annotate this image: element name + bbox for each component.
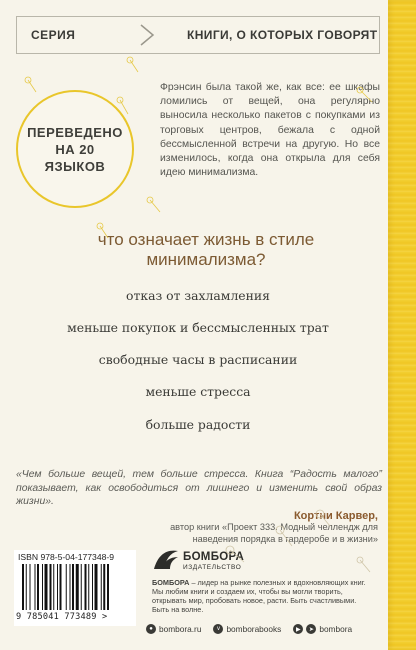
quote-author: Кортни Карвер, bbox=[293, 510, 378, 522]
publisher-logo-text: БОМБОРА bbox=[183, 551, 245, 563]
barcode-bar bbox=[66, 564, 67, 610]
publisher-logo-subtitle: ИЗДАТЕЛЬСТВО bbox=[183, 564, 242, 571]
barcode-bar bbox=[30, 564, 31, 610]
barcode-number: 9 785041 773489 > bbox=[16, 612, 108, 622]
barcode-bar bbox=[103, 564, 105, 610]
telegram-icon: ➤ bbox=[306, 624, 316, 634]
vk-icon: v bbox=[213, 624, 223, 634]
social-site-label: bombora.ru bbox=[159, 624, 202, 634]
isbn-label: ISBN 978-5-04-177348-9 bbox=[18, 552, 115, 562]
social-telegram[interactable] bbox=[293, 624, 352, 634]
point-item: больше радости bbox=[145, 417, 251, 432]
barcode-bar bbox=[35, 564, 36, 610]
barcode-bar bbox=[60, 564, 62, 610]
barcode-bar bbox=[95, 564, 98, 610]
publisher-brand: БОМБОРА bbox=[152, 578, 190, 587]
barcode-bar bbox=[45, 564, 48, 610]
barcode-bar bbox=[85, 564, 87, 610]
barcode-bar bbox=[70, 564, 71, 610]
social-telegram-label: bombora bbox=[319, 624, 353, 634]
barcode-bar bbox=[88, 564, 89, 610]
review-quote: «Чем больше вещей, тем больше стресса. Книга “Радость малого” показывает, как освободиться от лишнего и изменить свой образ жизни». bbox=[16, 469, 382, 507]
social-site[interactable] bbox=[146, 624, 201, 634]
chevron-right-icon bbox=[137, 24, 157, 46]
isbn-barcode-block bbox=[14, 550, 136, 626]
badge-line: ЯЗЫКОВ bbox=[44, 158, 106, 174]
author-description: автор книги «Проект 333. Модный челлендж для наведения порядка в гардеробе и в жизни» bbox=[170, 522, 378, 544]
barcode-bar bbox=[42, 564, 43, 610]
barcode-bar bbox=[72, 564, 74, 610]
barcode-bar bbox=[22, 564, 24, 610]
barcode-bar bbox=[53, 564, 54, 610]
intro-paragraph: Фрэнсин была такой же, как все: ее шкафы ломились от вещей, она регулярно выносила несколько пакетов с покупками из торговых центров, бежала с одной бессмысленной встречи на другую. Но все изменилось, когда она открыла для себя идею минимализма. bbox=[160, 82, 380, 179]
barcode-bar bbox=[50, 564, 52, 610]
barcode-bar bbox=[101, 564, 102, 610]
barcode-bar bbox=[26, 564, 27, 610]
series-label: СЕРИЯ bbox=[31, 28, 76, 42]
barcode-bar bbox=[57, 564, 58, 610]
badge-line: ПЕРЕВЕДЕНО bbox=[27, 124, 123, 140]
social-vk[interactable] bbox=[213, 624, 281, 634]
point-item: меньше покупок и бессмысленных трат bbox=[67, 320, 329, 335]
bombora-wave-logo-icon bbox=[152, 545, 180, 571]
barcode-bar bbox=[81, 564, 82, 610]
play-icon: ▶ bbox=[293, 624, 303, 634]
barcode-bar bbox=[92, 564, 93, 610]
barcode-bar bbox=[37, 564, 39, 610]
globe-icon: ● bbox=[146, 624, 156, 634]
publisher-description bbox=[152, 578, 370, 614]
point-item: отказ от захламления bbox=[126, 288, 270, 303]
barcode-bar bbox=[76, 564, 79, 610]
yellow-spine-stripe bbox=[388, 0, 416, 650]
publisher-description-text: – лидер на рынке полезных и вдохновляющих книг. Мы любим книги и создаем их, чтобы вы могли творить, открывать мир, пробовать новое, расти. Быть счастливыми. Быть на волне. bbox=[152, 578, 366, 614]
social-vk-label: bomborabooks bbox=[226, 624, 282, 634]
badge-line: НА 20 bbox=[55, 141, 95, 157]
series-banner bbox=[16, 16, 380, 54]
series-title: КНИГИ, О КОТОРЫХ ГОВОРЯТ bbox=[187, 28, 378, 42]
translated-badge bbox=[16, 90, 134, 208]
social-links bbox=[146, 624, 352, 634]
question-heading: что означает жизнь в стиле минимализма? bbox=[97, 230, 315, 269]
point-item: свободные часы в расписании bbox=[98, 352, 298, 367]
point-item: меньше стресса bbox=[145, 384, 251, 399]
barcode-graphic bbox=[22, 564, 134, 610]
barcode-bar bbox=[107, 564, 109, 610]
